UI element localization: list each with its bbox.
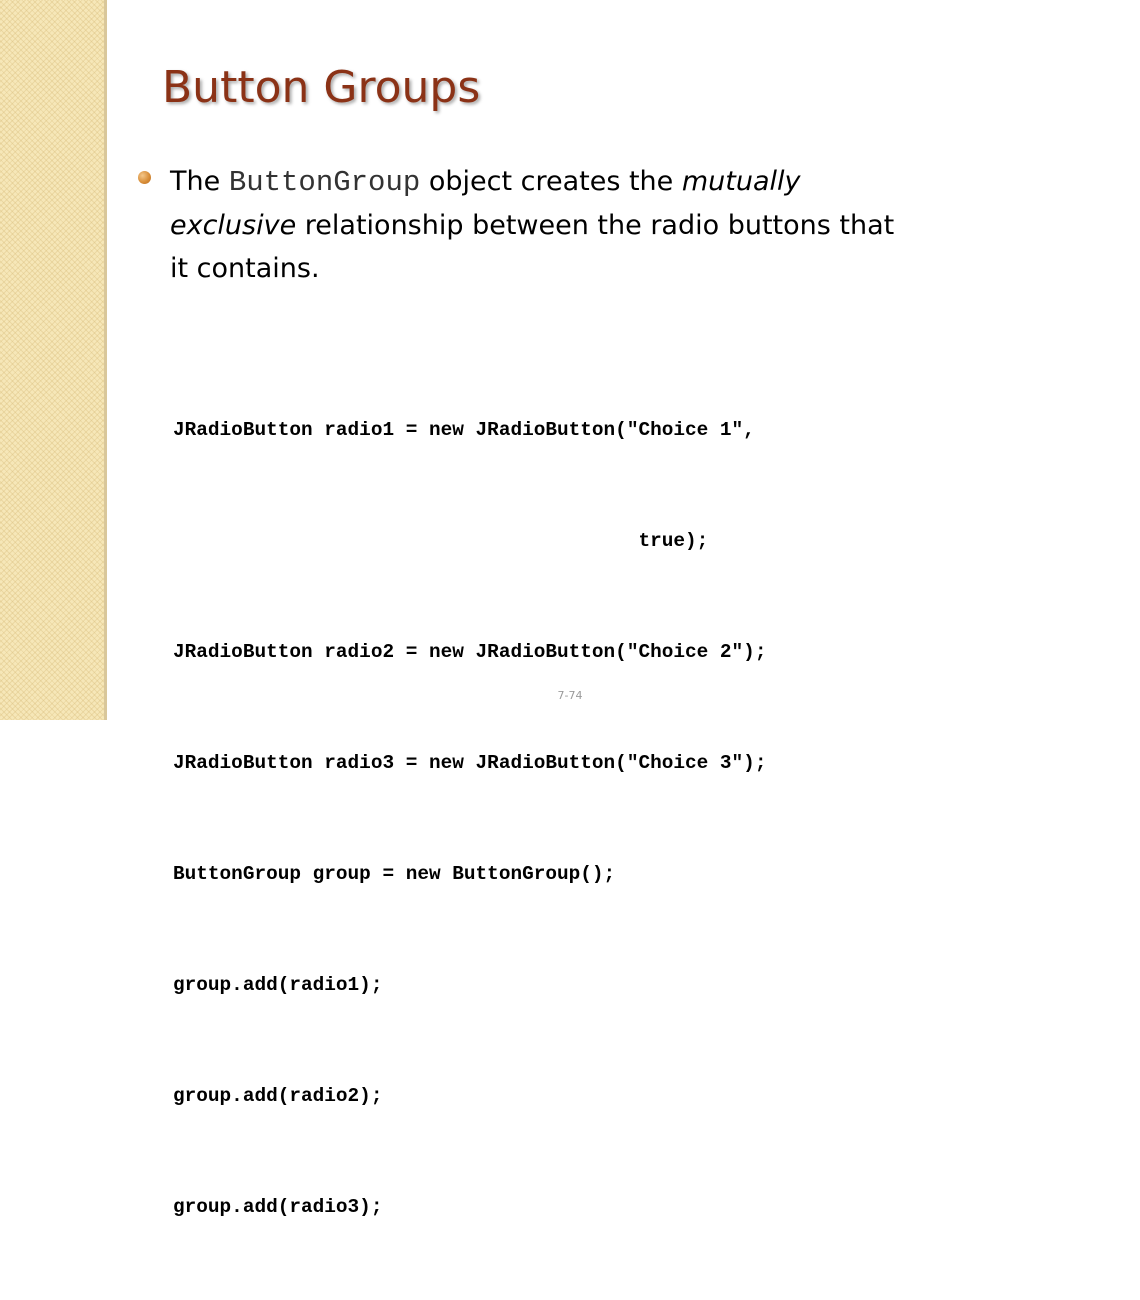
bullet-text-middle: object creates the	[420, 166, 682, 197]
bullet-item	[138, 160, 898, 290]
slide-title: Button Groups	[162, 62, 481, 113]
code-block	[173, 338, 766, 1300]
code-line: group.add(radio3);	[173, 1196, 383, 1218]
code-line: JRadioButton radio2 = new JRadioButton("Choice 2");	[173, 641, 767, 663]
bullet-text	[170, 160, 898, 290]
decorative-side-band	[0, 0, 104, 720]
emphasis-mutually: mutually	[681, 166, 801, 197]
code-line: true);	[173, 530, 709, 552]
bullet-text-start: The	[170, 166, 229, 197]
code-line: group.add(radio2);	[173, 1085, 383, 1107]
page-number: 7-74	[557, 689, 583, 702]
side-band-edge	[104, 0, 107, 720]
bullet-text-end: relationship between the radio buttons that it contains.	[170, 210, 895, 284]
code-line: ButtonGroup group = new ButtonGroup();	[173, 863, 616, 885]
code-line: JRadioButton radio1 = new JRadioButton("Choice 1",	[173, 419, 755, 441]
emphasis-exclusive: exclusive	[170, 210, 297, 241]
code-line: JRadioButton radio3 = new JRadioButton("Choice 3");	[173, 752, 767, 774]
code-line: group.add(radio1);	[173, 974, 383, 996]
bullet-dot-icon	[138, 171, 151, 184]
inline-code-buttongroup: ButtonGroup	[228, 166, 421, 199]
